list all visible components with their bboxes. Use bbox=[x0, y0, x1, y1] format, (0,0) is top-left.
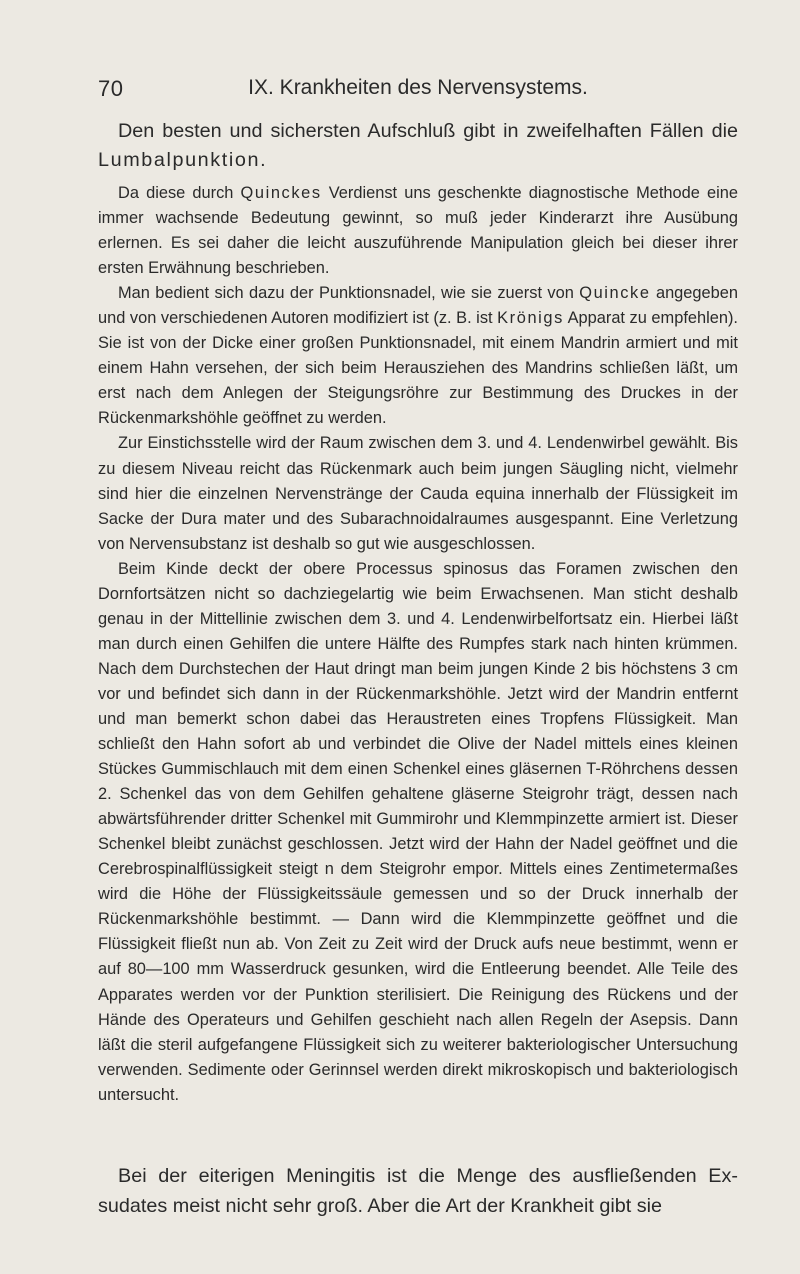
paragraph-1-before: Da diese durch bbox=[118, 184, 241, 202]
author-name-quincke: Quincke bbox=[579, 284, 651, 303]
outro-text: Bei der eiterigen Meningitis ist die Menge des ausfließenden Exsudates meist nicht sehr groß. Aber die Art der Krankheit gibt sie bbox=[98, 1165, 738, 1217]
paragraph-2-after: Apparat zu empfehlen). Sie ist von der Dicke einer großen Punktionsnadel, mit einem Mandrin armiert und mit einem Hahn versehen, der sich beim Herausziehen des Mandrins schließen läßt, um erst nach dem Anlegen der Steigungsröhre zur Bestimmung des Druckes in der Rückenmarkshöhle geöffnet zu werden. bbox=[98, 309, 738, 428]
paragraph-1-after: Verdienst uns geschenkte diagnostische Methode eine immer wachsende Bedeutung gewinnt, so muß jeder Kinderarzt ihre Ausübung erlernen. Es sei daher die leicht auszuführende Manipulation gleich bei dieser ihrer ersten Erwähnung beschrieben. bbox=[98, 184, 738, 278]
page-header bbox=[98, 76, 738, 106]
paragraph-2-before: Man bedient sich dazu der Punktionsnadel, wie sie zuerst von bbox=[118, 284, 580, 303]
paragraph-2-mid: angegeben und von verschiedenen Autoren modifiziert ist (z. B. ist bbox=[98, 284, 738, 328]
paragraph-4: Beim Kinde deckt der obere Processus spinosus das Foramen zwischen den Dornfortsätzen nicht so dachziegelartig wie beim Erwachsenen. Man sticht deshalb genau in der Mittellinie zwischen dem 3. und 4. Lendenwirbelfortsatz ein. Hierbei läßt man durch einen Gehilfen die untere Hälfte des Rumpfes stark nach hinten krümmen. Nach dem Durchstechen der Haut dringt man beim jungen Kinde 2 bis höchstens 3 cm vor und befindet sich dann in der Rückenmarkshöhle. Jetzt wird der Mandrin entfernt und man bemerkt schon dabei das Heraustreten eines Tropfens Flüssigkeit. Man schließt den Hahn sofort ab und verbindet die Olive der Nadel mittels eines kleinen Stückes Gummischlauch mit dem einen Schenkel eines gläsernen T-Röhrchens dessen 2. Schenkel das von dem Gehilfen gehaltene gläserne Steigrohr trägt, dessen nach abwärtsführender dritter Schenkel mit Gummirohr und Klemmpinzette armiert ist. Dieser Schenkel bleibt zunächst geschlossen. Jetzt wird der Hahn der Nadel geöffnet und die Cerebrospinalflüssigkeit steigt n dem Steigrohr empor. Mittels eines Zentimetermaßes wird die Höhe der Flüssigkeitssäule gemessen und so der Druck innerhalb der Rückenmarkshöhle bestimmt. — Dann wird die Klemmpinzette geöffnet und die Flüssigkeit fließt nun ab. Von Zeit zu Zeit wird der Druck aufs neue bestimmt, wenn er auf 80—100 mm Wasserdruck gesunken, wird die Entleerung beendet. Alle Teile des Apparates werden vor der Punktion sterilisiert. Die Reinigung des Rückens und der Hände des Operateurs und Gehilfen geschieht nach allen Regeln der Asepsis. Dann läßt die steril aufgefangene Flüssigkeit sich zu weiterer bakteriologischer Untersuchung verwenden. Sedimente oder Gerinnsel werden direkt mikroskopisch und bakteriologisch untersucht. bbox=[98, 559, 738, 1104]
intro-text bbox=[98, 117, 738, 175]
paragraph-2 bbox=[98, 281, 738, 431]
paragraph-3: Zur Einstichsstelle wird der Raum zwischen dem 3. und 4. Lendenwirbel gewählt. Bis zu diesem Niveau reicht das Rückenmark auch beim jungen Säugling nicht, vielmehr sind hier die einzelnen Nervenstränge der Cauda equina innerhalb der Flüssigkeit im Sacke der Dura mater und des Subarachnoidalraumes ausgespannt. Eine Verletzung von Nervensubstanz ist deshalb so gut wie ausgeschlossen. bbox=[98, 434, 738, 553]
intro-spaced-term: Lumbalpunktion bbox=[98, 149, 261, 171]
running-head: IX. Krankheiten des Nervensystems. bbox=[248, 76, 588, 99]
author-name-kronigs: Krönigs bbox=[497, 309, 564, 328]
intro-text-after: . bbox=[260, 149, 266, 171]
body-text bbox=[98, 181, 738, 1108]
paragraph-1 bbox=[98, 181, 738, 281]
page-number: 70 bbox=[98, 76, 124, 101]
author-name-quinckes: Quinckes bbox=[240, 184, 322, 202]
intro-text-before: Den besten und sichersten Aufschluß gibt in zweifelhaften Fällen die bbox=[118, 120, 738, 142]
outro-paragraph bbox=[98, 1162, 738, 1221]
intro-paragraph bbox=[98, 117, 738, 175]
